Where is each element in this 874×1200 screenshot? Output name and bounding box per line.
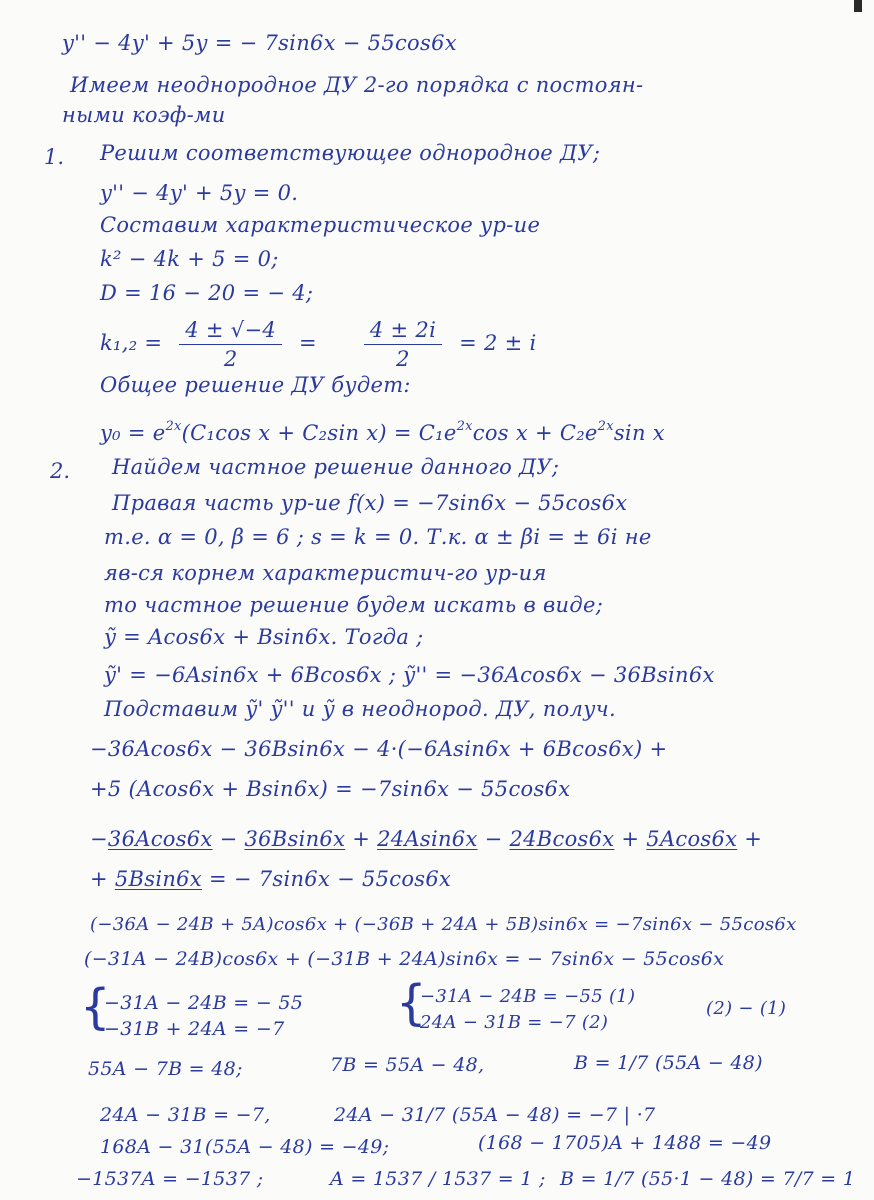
corner-mark (854, 0, 862, 12)
underlined-term: 5Acos6x (646, 827, 738, 851)
equation-line: 24A − 31B = −7, (100, 1104, 271, 1126)
text-line: Найдем частное решение данного ДУ; (112, 455, 560, 479)
underlined-term: 24Asin6x (377, 827, 478, 851)
denominator: 2 (223, 347, 238, 371)
text-line: Решим соответствующее однородное ДУ; (100, 141, 601, 165)
roots-result: = 2 ± i (459, 331, 537, 355)
equation-line: y'' − 4y' + 5y = 0. (100, 181, 299, 205)
system-brace: { (80, 979, 111, 1035)
text-line: яв-ся корнем характеристич-го ур-ия (104, 561, 547, 585)
general-solution-line (100, 414, 665, 446)
equation-line: A = 1537 / 1537 = 1 ; (330, 1168, 546, 1190)
text-part: − (477, 827, 510, 851)
equation-line: −36Acos6x − 36Bsin6x − 4·(−6Asin6x + 6Bcos6x) + (90, 737, 668, 761)
numerator: 4 ± √−4 (179, 316, 282, 345)
text-part: + (345, 827, 378, 851)
step-number: 2. (50, 459, 71, 483)
text-line: Подставим ỹ' ỹ'' и ỹ в неоднород. ДУ, получ. (104, 697, 617, 721)
underlined-term: 5Bsin6x (114, 867, 202, 891)
fraction (364, 316, 442, 373)
text-part: − (212, 827, 245, 851)
equation-line: 168A − 31(55A − 48) = −49; (100, 1136, 390, 1158)
equation-line: ỹ' = −6Asin6x + 6Bcos6x ; ỹ'' = −36Acos6x − 36Bsin6x (104, 663, 715, 687)
underlined-term: 36Bsin6x (244, 827, 346, 851)
equation-line (90, 866, 451, 892)
underlined-term: 36Acos6x (107, 827, 213, 851)
exponent: 2x (165, 419, 182, 434)
equation-line: +5 (Acos6x + Bsin6x) = −7sin6x − 55cos6x (90, 777, 571, 801)
denominator: 2 (396, 347, 410, 371)
exponent: 2x (456, 419, 473, 434)
text-part: + (90, 867, 115, 891)
equation-line: k² − 4k + 5 = 0; (100, 247, 279, 271)
text-line: ными коэф-ми (62, 103, 226, 127)
equals: = (299, 331, 317, 355)
equation-line: 55A − 7B = 48; (88, 1058, 243, 1080)
text-part: (C₁cos x + C₂sin x) = C₁e (181, 421, 457, 445)
text-part: + (614, 827, 647, 851)
equation-line: (−31A − 24B)cos6x + (−31B + 24A)sin6x = − 7sin6x − 55cos6x (84, 948, 725, 970)
text-part: y₀ = e (100, 421, 166, 445)
equation-line: (−36A − 24B + 5A)cos6x + (−36B + 24A + 5B)sin6x = −7sin6x − 55cos6x (90, 914, 797, 935)
text-line: Общее решение ДУ будет: (100, 373, 411, 397)
equation-line (90, 826, 762, 852)
numerator: 4 ± 2i (364, 316, 442, 345)
text-line: Составим характеристическое ур-ие (100, 213, 541, 237)
equation-line: (168 − 1705)A + 1488 = −49 (478, 1132, 772, 1154)
equation-line: B = 1/7 (55A − 48) (574, 1052, 763, 1074)
text-part: − (90, 827, 108, 851)
roots-label: k₁,₂ = (100, 331, 163, 355)
text-line: Имеем неоднородное ДУ 2-го порядка с постоян- (70, 73, 644, 97)
text-line: то частное решение будем искать в виде; (104, 593, 604, 617)
text-line: Правая часть ур-ие f(x) = −7sin6x − 55cos6x (112, 491, 628, 515)
text-part: + (737, 827, 763, 851)
text-part: sin x (613, 421, 665, 445)
equation-line: 7B = 55A − 48, (330, 1054, 485, 1076)
operation-note: (2) − (1) (706, 998, 787, 1019)
system-equation: 24A − 31B = −7 (2) (420, 1012, 609, 1033)
equation-line: 24A − 31/7 (55A − 48) = −7 | ·7 (334, 1104, 656, 1126)
step-number: 1. (44, 145, 65, 169)
system-equation: −31A − 24B = −55 (1) (420, 986, 636, 1007)
underlined-term: 24Bcos6x (509, 827, 615, 851)
system-equation: −31A − 24B = − 55 (104, 992, 304, 1014)
equation-line: −1537A = −1537 ; (76, 1168, 264, 1190)
fraction (179, 316, 282, 373)
text-part: cos x + C₂e (472, 421, 598, 445)
exponent: 2x (597, 419, 614, 434)
equation-line: B = 1/7 (55·1 − 48) = 7/7 = 1 (560, 1168, 856, 1190)
system-equation: −31B + 24A = −7 (104, 1018, 285, 1040)
equation-line: D = 16 − 20 = − 4; (100, 281, 314, 305)
equation-line: y'' − 4y' + 5y = − 7sin6x − 55cos6x (62, 31, 457, 55)
system-brace: { (396, 975, 427, 1031)
text-line: т.е. α = 0, β = 6 ; s = k = 0. Т.к. α ± βi = ± 6i не (104, 525, 652, 549)
roots-line (100, 316, 537, 373)
text-part: = − 7sin6x − 55cos6x (202, 867, 452, 891)
equation-line: ỹ = Acos6x + Bsin6x. Тогда ; (104, 625, 424, 649)
